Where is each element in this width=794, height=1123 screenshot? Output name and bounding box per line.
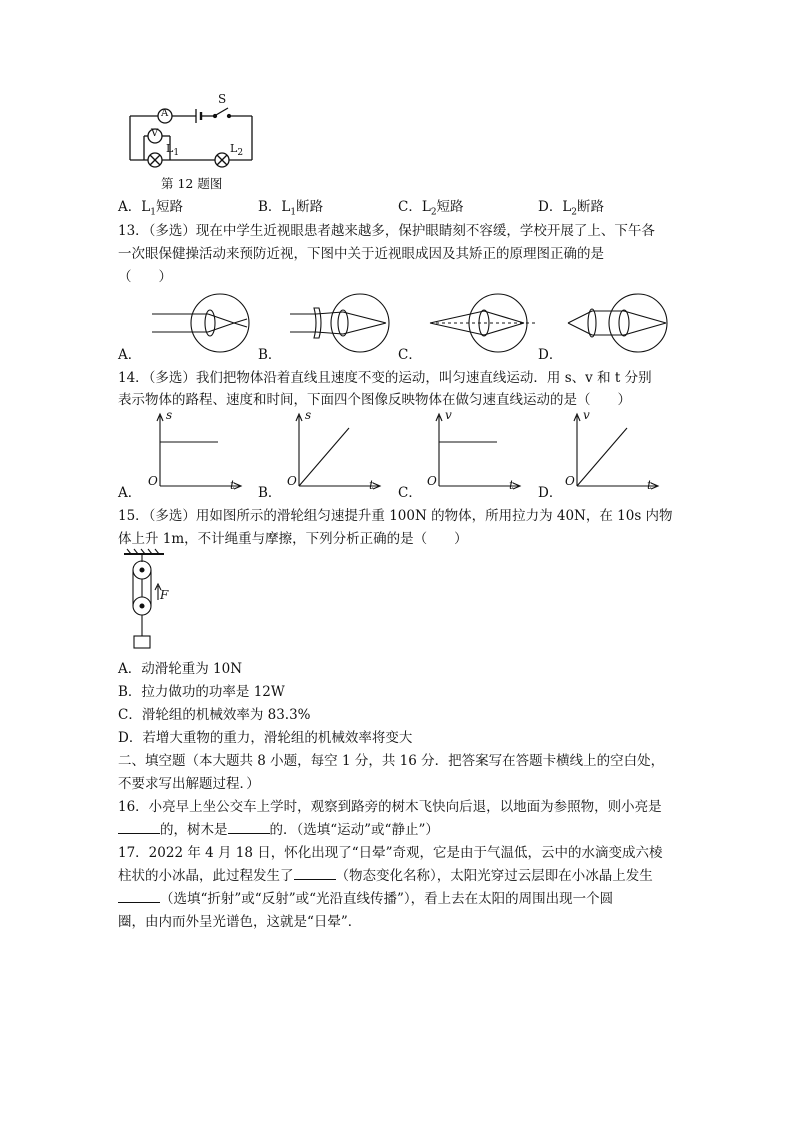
answer-blank[interactable]: [118, 821, 160, 834]
voltmeter-label: V: [151, 128, 159, 139]
q16-line1: 16．小亮早上坐公交车上学时，观察到路旁的树木飞快向后退，以地面为参照物，则小亮是: [118, 799, 662, 815]
section2-line1: 二、填空题（本大题共 8 小题，每空 1 分，共 16 分．把答案写在答题卡横线上的空白处，: [118, 753, 665, 769]
q16-line2: 的，树木是 的．（选填“运动”或“静止”）: [118, 821, 439, 839]
eye-diagram-c: [428, 292, 538, 354]
answer-blank[interactable]: [118, 890, 160, 903]
graph-b-origin: O: [287, 474, 297, 488]
section2-line2: 不要求写出解题过程．）: [118, 776, 260, 792]
q17-line4: 圈，由内而外呈光谱色，这就是“日晕”．: [118, 914, 362, 930]
q12-option-a: A．$L_1$短路: [118, 199, 183, 218]
q14-option-a: A．: [118, 485, 142, 501]
graph-d-origin: O: [565, 474, 575, 488]
graph-a-xlabel: t: [230, 478, 235, 492]
q14-line1: 14．（多选）我们把物体沿着直线且速度不变的运动，叫匀速直线运动．用 s、v 和 t 分别: [118, 370, 652, 386]
q13-option-d: D．: [538, 347, 563, 363]
q15-line1: 15．（多选）用如图所示的滑轮组匀速提升重 100N 的物体，所用拉力为 40N，在 10s 内物: [118, 508, 673, 524]
graph-b-ylabel: s: [305, 408, 312, 422]
figure-caption: 第 12 题图: [161, 176, 223, 191]
q13-line3: （ ）: [118, 269, 172, 285]
q13-option-c: C．: [398, 347, 422, 363]
q12-option-b: B．$L_1$断路: [258, 199, 324, 218]
pulley-diagram: [118, 548, 178, 656]
l2-label: $L_2$: [230, 142, 244, 159]
graph-d-xlabel: t: [647, 478, 652, 492]
graph-c-origin: O: [427, 474, 437, 488]
q15-line2: 体上升 1m，不计绳重与摩擦，下列分析正确的是（ ）: [118, 531, 468, 547]
q14-option-b: B．: [258, 485, 282, 501]
force-label: F: [160, 588, 169, 602]
switch-label: S: [218, 92, 227, 106]
graph-c-ylabel: v: [445, 408, 452, 422]
q14-option-d: D．: [538, 485, 563, 501]
ammeter-label: A: [161, 108, 169, 119]
q13-option-b: B．: [258, 347, 282, 363]
graph-a: [146, 408, 246, 496]
q15-option-d: D．若增大重物的重力，滑轮组的机械效率将变大: [118, 730, 413, 746]
q14-line2: 表示物体的路程、速度和时间，下面四个图像反映物体在做匀速直线运动的是（ ）: [118, 392, 631, 408]
q12-option-c: C．$L_2$短路: [398, 199, 464, 218]
q13-option-a: A．: [118, 347, 142, 363]
eye-diagram-d: [566, 292, 676, 354]
graph-a-ylabel: s: [166, 408, 173, 422]
graph-a-origin: O: [148, 474, 158, 488]
eye-diagram-a: [150, 292, 260, 354]
answer-blank[interactable]: [228, 821, 270, 834]
q14-option-c: C．: [398, 485, 422, 501]
circuit-diagram: [124, 92, 264, 172]
q15-option-b: B．拉力做功的功率是 12W: [118, 684, 285, 700]
answer-blank[interactable]: [294, 867, 336, 880]
q13-line2: 一次眼保健操活动来预防近视，下图中关于近视眼成因及其矫正的原理图正确的是: [118, 246, 604, 262]
q17-line3: （选填“折射”或“反射”或“光沿直线传播”），看上去在太阳的周围出现一个圆: [118, 890, 613, 908]
graph-b-xlabel: t: [369, 478, 374, 492]
q15-option-a: A．动滑轮重为 10N: [118, 661, 243, 677]
q17-line1: 17．2022 年 4 月 18 日，怀化出现了“日晕”奇观，它是由于气温低，云中的水滴变成六棱: [118, 845, 663, 861]
graph-d: [563, 408, 663, 496]
q12-option-d: D．$L_2$断路: [538, 199, 605, 218]
graph-d-ylabel: v: [583, 408, 590, 422]
q15-option-c: C．滑轮组的机械效率为 83.3%: [118, 707, 311, 723]
l1-label: $L_1$: [166, 142, 180, 159]
eye-diagram-b: [288, 292, 398, 354]
graph-c: [425, 408, 525, 496]
q17-line2: 柱状的小冰晶，此过程发生了 （物态变化名称），太阳光穿过云层即在小冰晶上发生: [118, 868, 653, 884]
graph-c-xlabel: t: [509, 478, 514, 492]
q13-line1: 13．（多选）现在中学生近视眼患者越来越多，保护眼睛刻不容缓，学校开展了上、下午各: [118, 223, 655, 239]
graph-b: [285, 408, 385, 496]
